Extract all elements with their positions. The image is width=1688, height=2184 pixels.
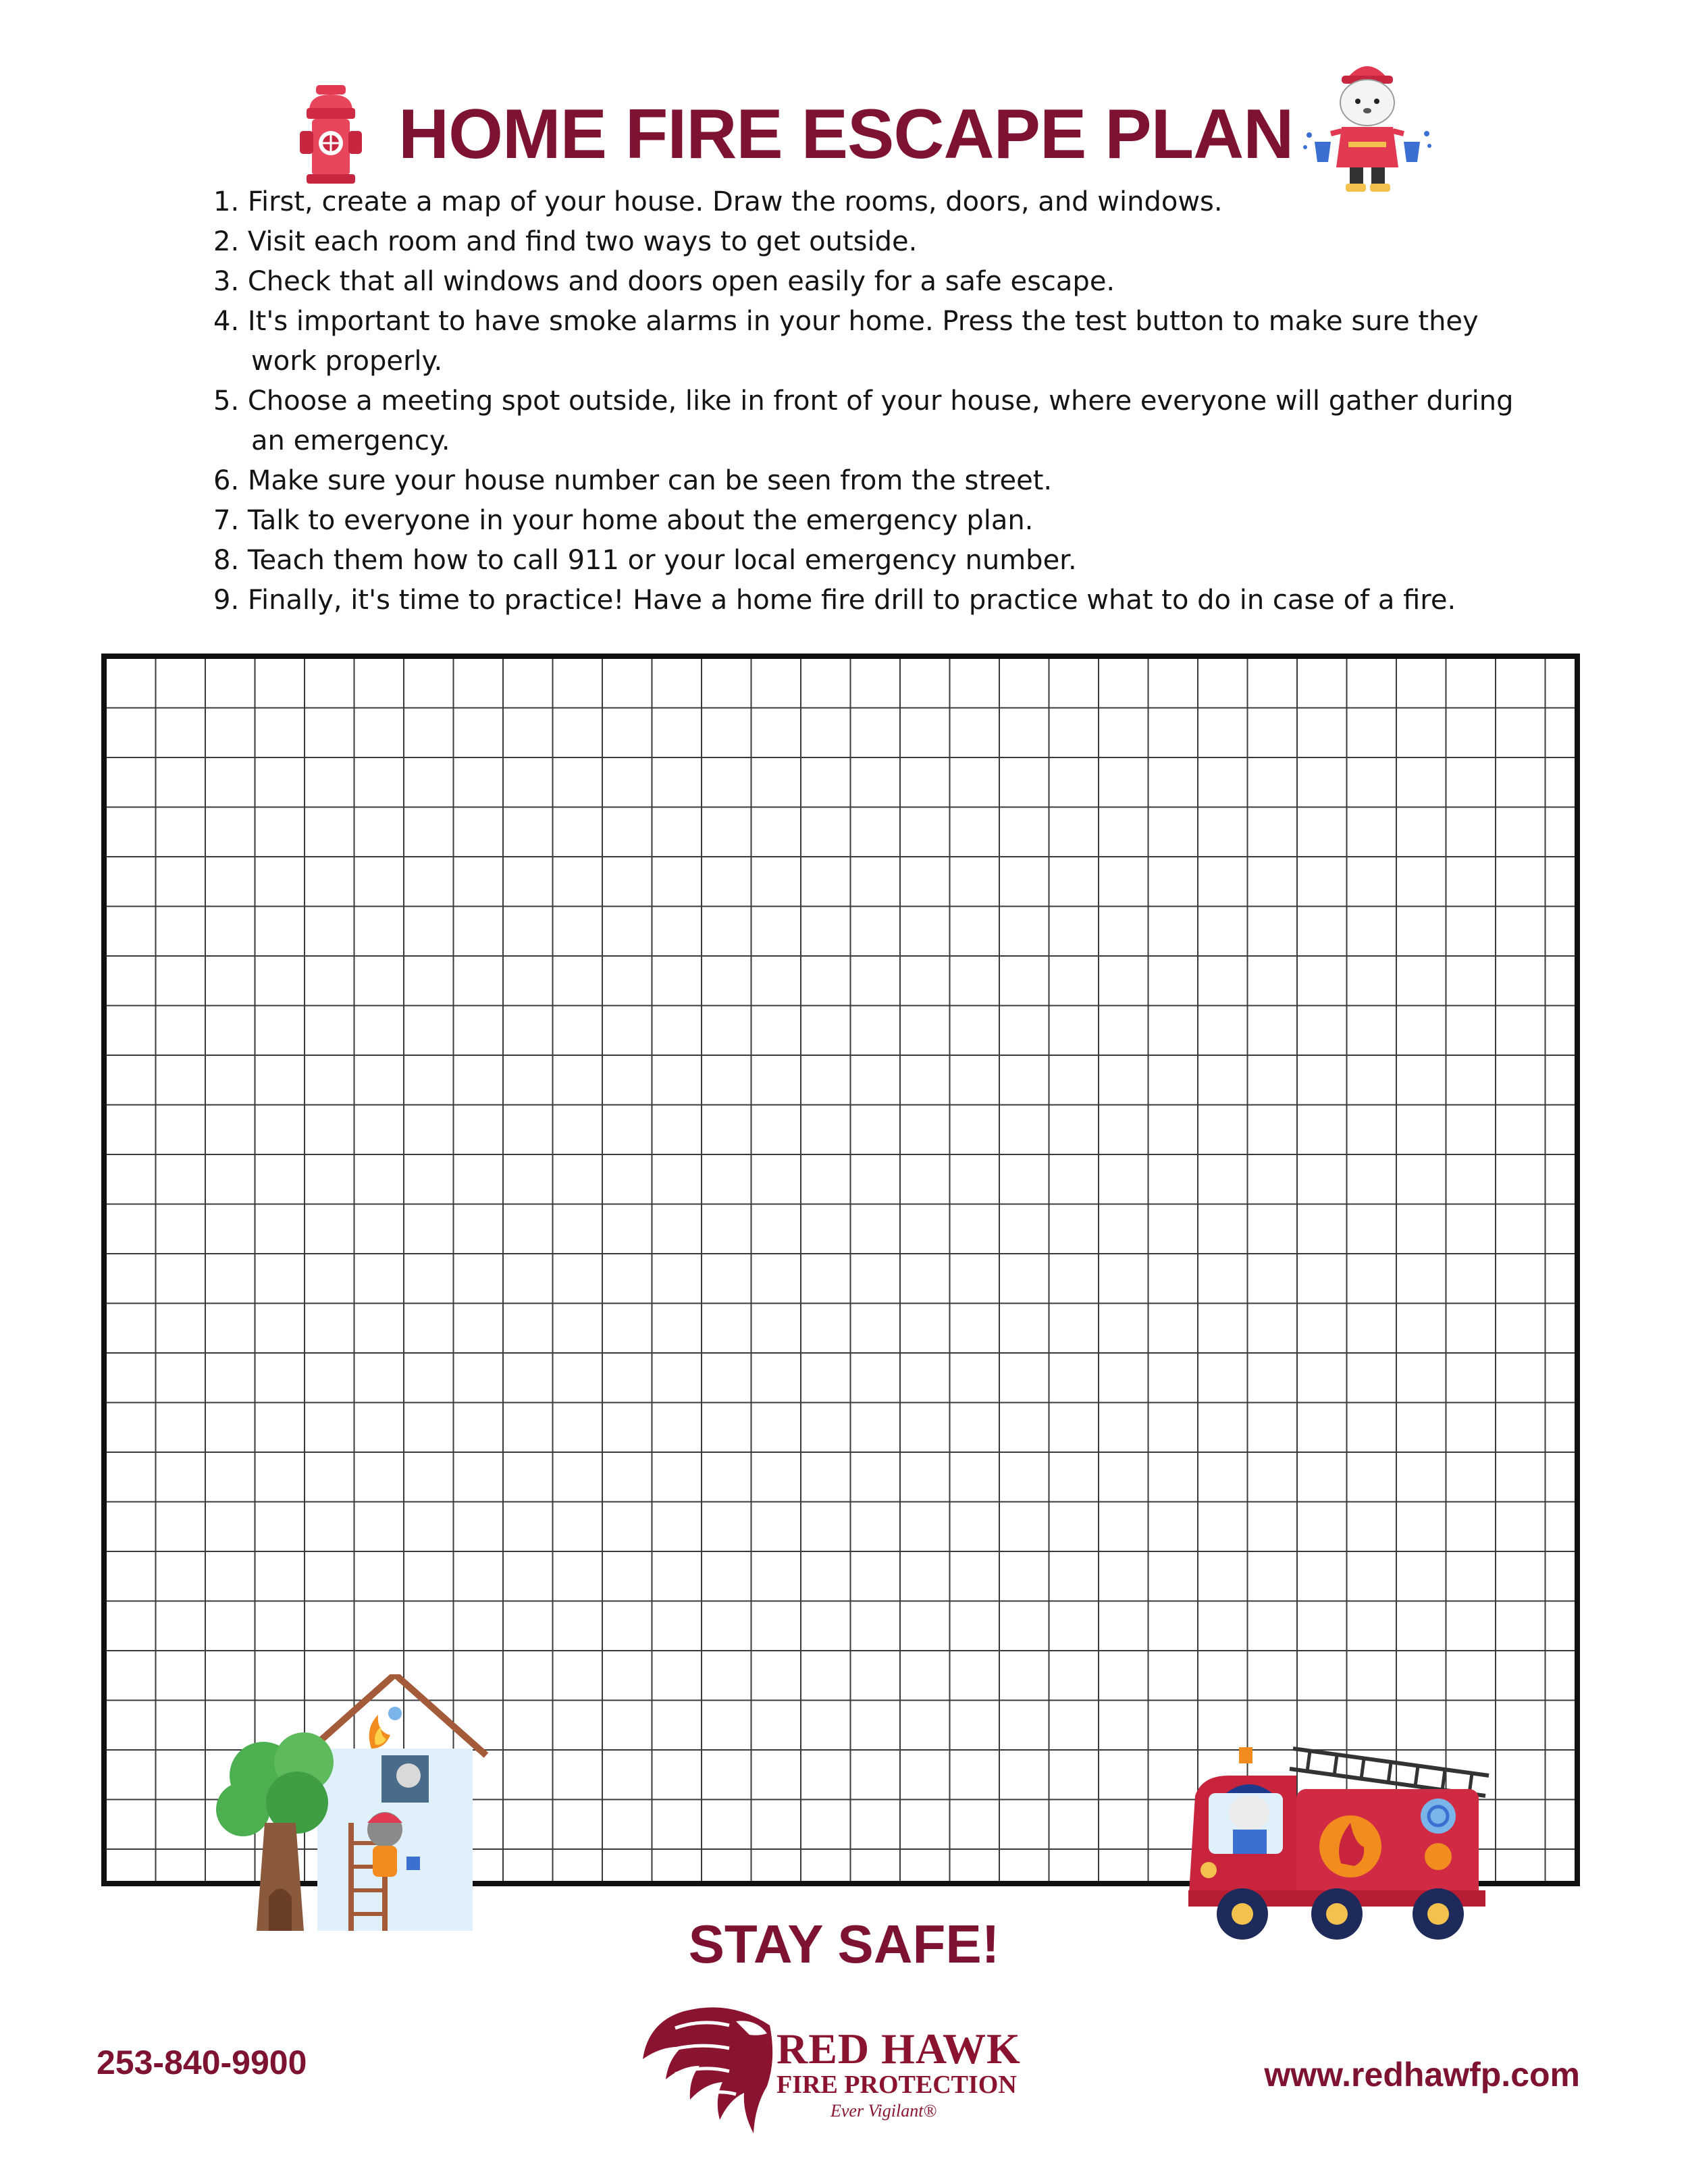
list-item: 6. Make sure your house number can be seen from the street.	[213, 465, 1053, 496]
fire-hydrant-icon	[297, 81, 365, 189]
logo-name: RED HAWK	[776, 2025, 1021, 2073]
list-item: 4. It's important to have smoke alarms in your home. Press the test button to make sure they work properly.	[213, 306, 1479, 377]
list-item: 9. Finally, it's time to practice! Have a home fire drill to practice what to do in case of a fire.	[213, 585, 1456, 616]
list-item: 8. Teach them how to call 911 or your local emergency number.	[213, 545, 1077, 576]
house-illustration-icon	[216, 1674, 500, 1931]
list-item: 7. Talk to everyone in your home about the emergency plan.	[213, 505, 1034, 536]
instruction-list	[213, 182, 1537, 620]
title-row	[0, 81, 1688, 189]
firefighter-icon	[1300, 54, 1435, 196]
website-link[interactable]: www.redhawfp.com	[1264, 2056, 1580, 2094]
list-item: 5. Choose a meeting spot outside, like in front of your house, where everyone will gather during an emergency.	[213, 385, 1514, 456]
company-logo[interactable]	[635, 1998, 1053, 2147]
hawk-logo-icon	[635, 1998, 776, 2147]
list-item: 3. Check that all windows and doors open easily for a safe escape.	[213, 266, 1115, 297]
page-title: HOME FIRE ESCAPE PLAN	[398, 95, 1294, 174]
phone-number[interactable]: 253-840-9900	[97, 2044, 307, 2081]
logo-tagline: Ever Vigilant®	[830, 2101, 937, 2121]
list-item: 2. Visit each room and find two ways to get outside.	[213, 226, 918, 257]
logo-subtitle: FIRE PROTECTION	[776, 2071, 1017, 2099]
list-item: 1. First, create a map of your house. Draw the rooms, doors, and windows.	[213, 186, 1223, 217]
slogan: STAY SAFE!	[688, 1914, 1000, 1974]
